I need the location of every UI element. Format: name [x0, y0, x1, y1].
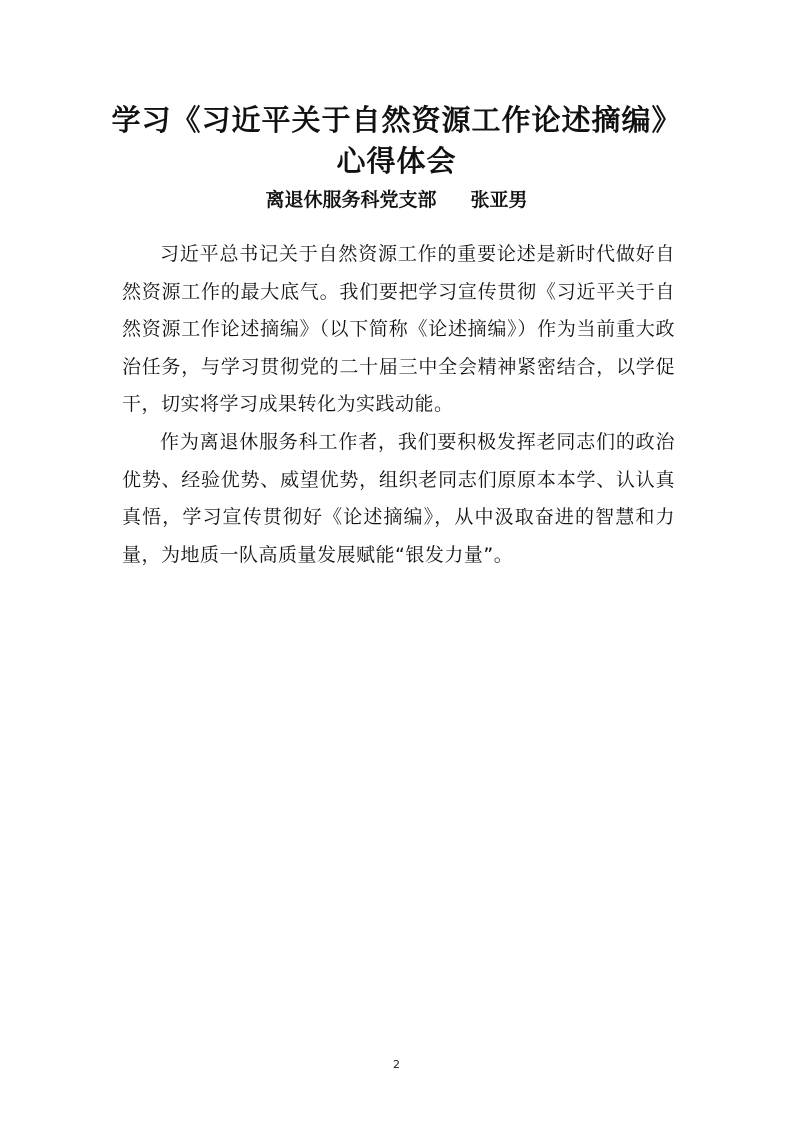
document-title-line2: 心得体会: [336, 144, 457, 178]
author-unit: 离退休服务科党支部: [265, 189, 437, 211]
page-number: 2: [393, 1058, 400, 1071]
paragraph-1: 习近平总书记关于自然资源工作的重要论述是新时代做好自然资源工作的最大底气。我们要把学习宣传贯彻《习近平关于自然资源工作论述摘编》（以下简称《论述摘编》）作为当前重大政治任务，与学习贯彻党的二十届三中全会精神紧密结合，以学促干，切实将学习成果转化为实践动能。: [122, 243, 675, 416]
author-name: 张亚男: [470, 189, 528, 211]
document-title-line1: 学习《习近平关于自然资源工作论述摘编》: [111, 103, 682, 137]
author-line: [0, 185, 793, 212]
paragraph-2: 作为离退休服务科工作者，我们要积极发挥老同志们的政治优势、经验优势、威望优势，组织老同志们原原本本学、认认真真悟，学习宣传贯彻好《论述摘编》，从中汲取奋进的智慧和力量，为地质一队高质量发展赋能“银发力量”。: [122, 431, 675, 566]
